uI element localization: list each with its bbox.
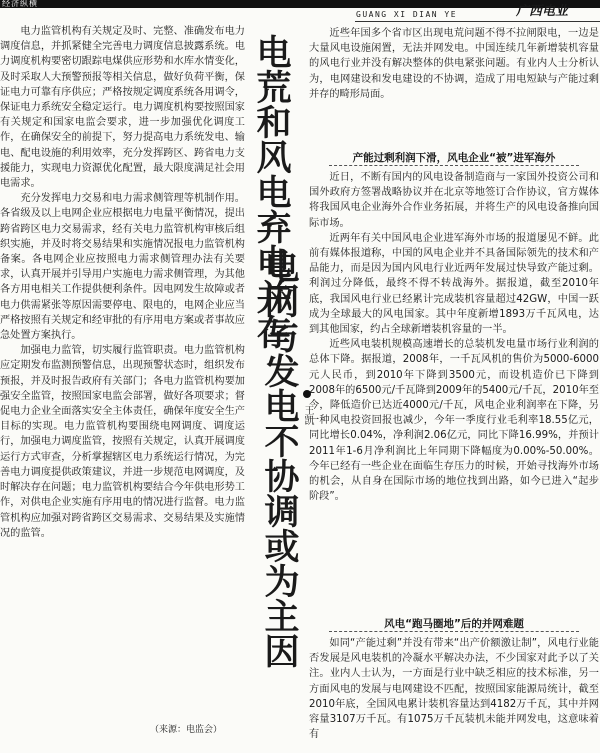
intro-paragraph: 近些年国多个省市区出现电荒问题不得不拉闸限电，一边是大量风电设施闲置，无法并网发电。中国连续几年新增装机容量的风电行业并没有解决整体的供电紧张问题。有业内人士分析认为，电网建设和发电建设的不协调，造成了用电短缺与产能过剩并存的畸形局面。 [309,28,599,100]
header-rule [355,21,600,22]
subhead-2-rule [329,631,579,632]
section-1 [309,170,599,504]
section-1-paragraph-1: 近日，不断有国内的风电设备制造商与一家国外投资公司和国外政府方签署战略协议并在北京等地签订合作协议，官方媒体将我国风电企业海外合作业务拓展，并将生产的风电设备推向国际市场。 [309,172,599,229]
top-bar [0,0,600,8]
article-title-line-2: 电网与发电不协调或为主因 [259,248,299,668]
section-2 [309,636,599,742]
magazine-brand: 广西电业 [516,4,569,19]
section-1-paragraph-3: 近些风电装机规模高速增长的总装机发电量市场行业利润的总体下降。据报道，2008年，一千瓦风机的售价为5000-6000元人民币，到2010年下降到3500元，而设机造价已下降到2008年的6500元/千瓦降到2009年的5400元/千瓦，2010年至今，降低造价已达近4000元/千瓦，风电企业利润率在下降，另一种风电投资回报也减少，今年一季度行业毛利率18.55亿元，同比增长0.04%，净利润2.06亿元，同比下降16.99%，并预计2011年1-6月净利润比上年同期下降幅度为0.00%-50.00%。今年已经有一些企业在面临生存压力的时候，开始寻找海外市场的机会，从自身在国际市场的地位找到出路，如今已进入“起步阶段”。 [309,339,599,503]
source-signature: （来源：电监会） [150,725,223,735]
subhead-2: 风电“跑马圈地”后的并网难题 [309,616,599,632]
left-column [0,24,245,541]
left-paragraph-3: 加强电力监管，切实履行监管职责。电力监管机构应定期发布监测预警信息，出现预警状态时，组织发布预报，并及时报告政府有关部门；各电力监管机构要加强安全监管，按照国家电监会部署，做好各项要求；督促电力企业全面落实安全主体责任，确保年度安全生产目标的实现。电力监管机构要围绕电网调度、调度运行，加强电力调度监管，按照有关规定，认真开展调度运行方式审查，分析掌握辖区电力系统运行情况，为完善电力调度提供政策建议，并进一步规范电网调度，及时解决存在问题；电力监管机构要结合今年供电形势工作，对供电企业实施有序用电的情况进行监督。电力监管机构应加强对跨省跨区交易需求、交易结果及实施情况的监管。 [0,345,245,539]
left-paragraph-2: 充分发挥电力交易和电力需求侧管理等机制作用。各省级及以上电网企业应根据电力电量平衡情况，提出跨省跨区电力交易需求，经有关电力监管机构审核后组织实施，并及时将交易结果和实施情况报电力监管机构备案。各电网企业应按照电力需求侧管理办法有关要求，认真开展并引导用户实施电力需求侧管理，为其他各方用电相关工作提供便利条件。因电网发生故障或者电力供需紧张等原因需要停电、限电的，电网企业应当严格按照有关规定和经审批的有序用电方案或者事故应急处置方案执行。 [0,193,245,342]
subhead-1-rule [329,165,579,166]
right-column [309,26,599,102]
subhead-1: 产能过剩利润下滑，风电企业“被”进军海外 [309,150,599,166]
left-paragraph-1: 电力监管机构有关规定及时、完整、准确发布电力调度信息，并抓紧健全完善电力调度信息披露系统。电力调度机构要密切跟踪电煤供应形势和水库水情变化，及时采取人大预警预报等相关信息，做好负荷平衡，保证电力可靠有序供应；严格按规定调度系统各用调令，保证电力系统安全稳定运行。电力调度机构要按照国家有关规定和国家电监会要求，进一步加强优化调度工作，在确保安全的前提下，努力提高电力系统发电、输电、配电设施的利用效率，充分发挥跨区、跨省电力支援能力，实现电力资源优化配置，最大限度满足社会用电需求。 [0,26,245,190]
section-2-paragraph-1: 如同“产能过剩”并没有带来“出产价额激让制”，风电行业能否发展是风电装机的冷凝水平解决办法，不少国家对此予以了关注。业内人士认为，一方面是行业中缺乏相应的技术标准，另一方面风电的发展与电网建设不匹配，按照国家能源局统计，截至2010年底，全国风电累计装机容量达到4182万千瓦，其中并网容量3107万千瓦。有1075万千瓦装机未能并网发电，这意味着有 [309,638,599,741]
section-label: 经济纵横 [2,0,38,8]
author-name: 王凯 [302,405,313,426]
section-1-paragraph-2: 近两年有关中国风电企业进军海外市场的报道屡见不鲜。此前有媒体报道称，中国的风电企业并不具备国际领先的技术和产品能力，而是因为国内风电行业近两年发展过快导致产能过剩。利润过分降低，最终不得不转战海外。据报道，截至2010年底，我国风电行业已经累计完成装机容量超过42GW，中国一跃成为全球最大的风电国家。其中年度新增1893万千瓦风电，达到其他国家，约占全球新增装机容量的一半。 [309,232,599,336]
article-title-line-1: 电荒和风电弃电并存 [251,34,291,349]
magazine-pinyin: GUANG XI DIAN YE [356,10,458,19]
